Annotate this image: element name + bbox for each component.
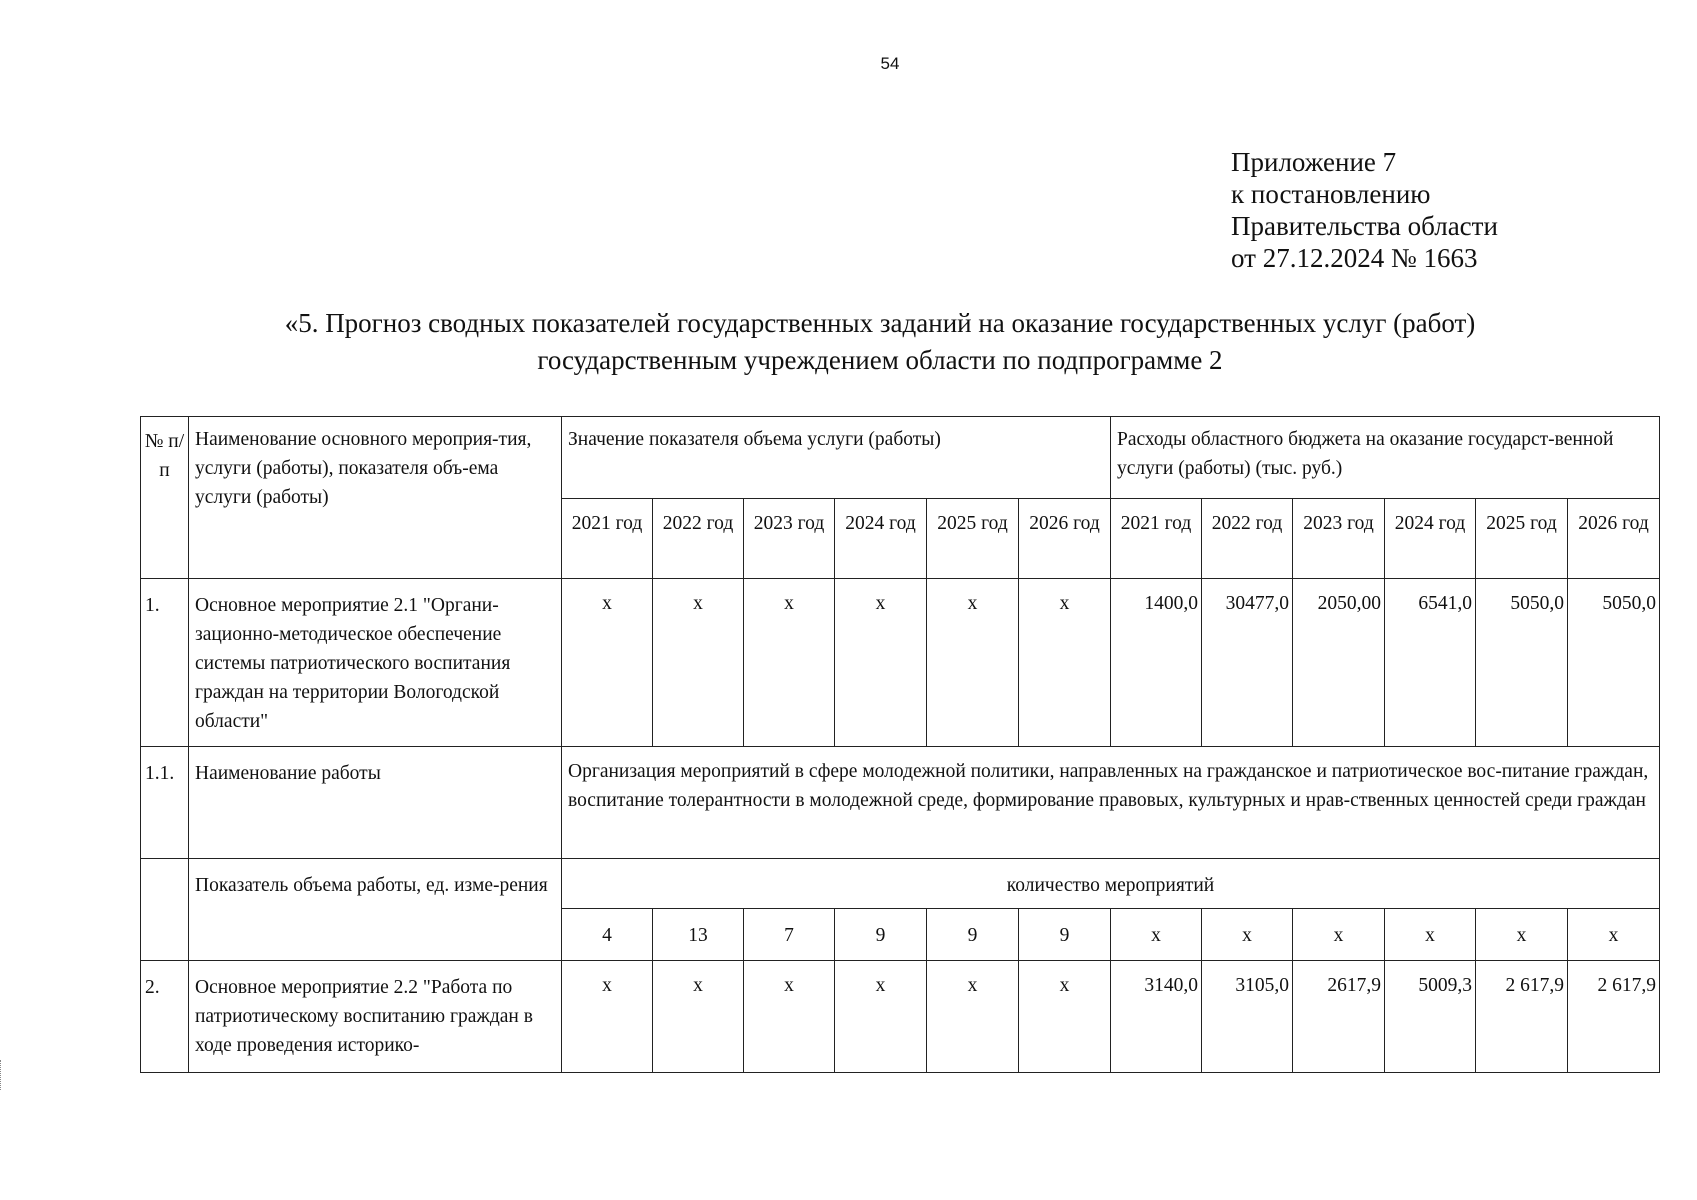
work-description: Организация мероприятий в сфере молодежной политики, направленных на гражданское и патриотическое вос-питание граждан, воспитание толерантности в молодежной среде, формирование правовых, культурных и нрав-ственных ценностей среди граждан <box>562 747 1660 859</box>
value-cell: х <box>835 961 927 1073</box>
value-cell: 13 <box>653 909 744 961</box>
value-cell: 9 <box>927 909 1019 961</box>
row-index: 1.1. <box>141 747 189 859</box>
value-cell: 7 <box>744 909 835 961</box>
appendix-line-4: от 27.12.2024 № 1663 <box>1231 243 1478 273</box>
year-cell: 2023 год <box>744 499 835 579</box>
value-cell: х <box>927 579 1019 747</box>
header-volume-group: Значение показателя объема услуги (работы) <box>562 417 1111 499</box>
appendix-line-3: Правительства области <box>1231 211 1498 241</box>
table-row <box>141 747 1660 859</box>
value-cell: х <box>1293 909 1385 961</box>
value-cell: 9 <box>1019 909 1111 961</box>
value-cell: х <box>1111 909 1202 961</box>
value-cell: х <box>1568 909 1660 961</box>
title-line-1: «5. Прогноз сводных показателей государственных заданий на оказание государственных услуг (работ) <box>284 308 1476 338</box>
year-cell: 2025 год <box>1476 499 1568 579</box>
value-cell: х <box>1019 961 1111 1073</box>
value-cell: 5050,0 <box>1568 579 1660 747</box>
value-cell: х <box>653 579 744 747</box>
value-cell: 9 <box>835 909 927 961</box>
row-name: Наименование работы <box>189 747 562 859</box>
row-index: 1. <box>141 579 189 747</box>
value-cell: 5009,3 <box>1385 961 1476 1073</box>
row-name: Основное мероприятие 2.1 "Органи-зационно-методическое обеспечение системы патриотического воспитания граждан на территории Вологодской области" <box>189 579 562 747</box>
appendix-block <box>1231 146 1498 274</box>
appendix-line-1: Приложение 7 <box>1231 147 1397 177</box>
forecast-table <box>140 416 1660 1073</box>
row-name: Показатель объема работы, ед. изме-рения <box>189 859 562 961</box>
year-cell: 2022 год <box>1202 499 1293 579</box>
year-cell: 2022 год <box>653 499 744 579</box>
row-index: 2. <box>141 961 189 1073</box>
header-row-1 <box>141 417 1660 499</box>
table-row <box>141 859 1660 909</box>
document-title <box>230 305 1530 379</box>
page-number: 54 <box>880 54 900 73</box>
scan-edge-mark <box>0 1060 4 1090</box>
year-cell: 2026 год <box>1568 499 1660 579</box>
value-cell: 4 <box>562 909 653 961</box>
year-cell: 2026 год <box>1019 499 1111 579</box>
value-cell: х <box>562 961 653 1073</box>
value-cell: 2 617,9 <box>1476 961 1568 1073</box>
year-cell: 2024 год <box>1385 499 1476 579</box>
value-cell: х <box>744 579 835 747</box>
value-cell: 3105,0 <box>1202 961 1293 1073</box>
year-cell: 2021 год <box>1111 499 1202 579</box>
header-no: № п/п <box>141 417 189 579</box>
value-cell: х <box>653 961 744 1073</box>
value-cell: 2050,00 <box>1293 579 1385 747</box>
header-budget-group: Расходы областного бюджета на оказание государст-венной услуги (работы) (тыс. руб.) <box>1111 417 1660 499</box>
value-cell: х <box>835 579 927 747</box>
value-cell: х <box>1476 909 1568 961</box>
value-cell: х <box>744 961 835 1073</box>
value-cell: х <box>927 961 1019 1073</box>
value-cell: 6541,0 <box>1385 579 1476 747</box>
appendix-line-2: к постановлению <box>1231 179 1431 209</box>
value-cell: х <box>1385 909 1476 961</box>
table-row <box>141 961 1660 1073</box>
title-line-2: государственным учреждением области по подпрограмме 2 <box>537 345 1223 375</box>
unit-label: количество мероприятий <box>562 859 1660 909</box>
row-index <box>141 859 189 961</box>
value-cell: 2617,9 <box>1293 961 1385 1073</box>
row-name: Основное мероприятие 2.2 "Работа по патриотическому воспитанию граждан в ходе проведения историко- <box>189 961 562 1073</box>
value-cell: 2 617,9 <box>1568 961 1660 1073</box>
value-cell: 30477,0 <box>1202 579 1293 747</box>
year-cell: 2024 год <box>835 499 927 579</box>
header-name: Наименование основного мероприя-тия, услуги (работы), показателя объ-ема услуги (работы) <box>189 417 562 579</box>
value-cell: х <box>562 579 653 747</box>
value-cell: х <box>1202 909 1293 961</box>
value-cell: х <box>1019 579 1111 747</box>
year-cell: 2025 год <box>927 499 1019 579</box>
value-cell: 5050,0 <box>1476 579 1568 747</box>
value-cell: 3140,0 <box>1111 961 1202 1073</box>
year-cell: 2023 год <box>1293 499 1385 579</box>
table-row <box>141 579 1660 747</box>
value-cell: 1400,0 <box>1111 579 1202 747</box>
year-cell: 2021 год <box>562 499 653 579</box>
